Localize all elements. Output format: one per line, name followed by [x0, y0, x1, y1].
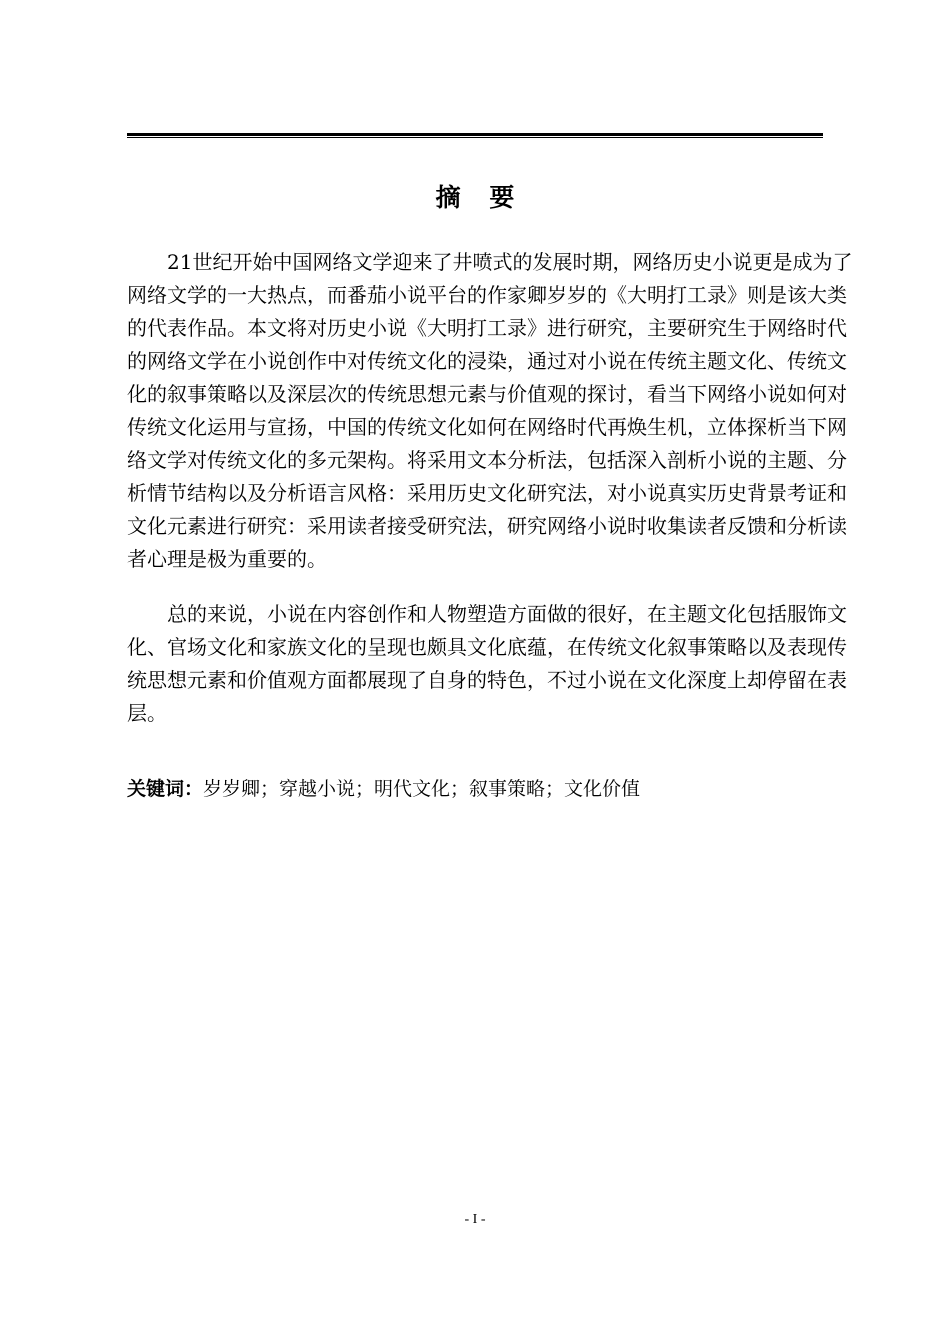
keywords-label: 关键词： [127, 778, 204, 800]
text-line: 网络文学的一大热点，而番茄小说平台的作家卿岁岁的《大明打工录》则是该大类 [127, 283, 847, 307]
text-line: 化、官场文化和家族文化的呈现也颇具文化底蕴，在传统文化叙事策略以及表现传 [127, 635, 847, 659]
header-rule-thick [127, 133, 823, 136]
text-line: 化的叙事策略以及深层次的传统思想元素与价值观的探讨，看当下网络小说如何对 [127, 382, 847, 406]
abstract-paragraph-1 [127, 246, 853, 576]
page-number: - I - [464, 1212, 486, 1227]
text-line: 文化元素进行研究：采用读者接受研究法，研究网络小说时收集读者反馈和分析读 [127, 514, 847, 538]
text-line: 的代表作品。本文将对历史小说《大明打工录》进行研究，主要研究生于网络时代 [127, 316, 847, 340]
text-line: 络文学对传统文化的多元架构。将采用文本分析法，包括深入剖析小说的主题、分 [127, 448, 847, 472]
text-line: 统思想元素和价值观方面都展现了自身的特色，不过小说在文化深度上却停留在表 [127, 668, 847, 692]
header-rule-thin [127, 137, 823, 138]
text-line: 析情节结构以及分析语言风格：采用历史文化研究法，对小说真实历史背景考证和 [127, 481, 847, 505]
page-title: 摘 要 [435, 183, 525, 212]
abstract-paragraph-2 [127, 598, 847, 730]
text-line: 总的来说，小说在内容创作和人物塑造方面做的很好，在主题文化包括服饰文 [167, 602, 847, 626]
text-line: 的网络文学在小说创作中对传统文化的浸染，通过对小说在传统主题文化、传统文 [127, 349, 847, 373]
text-line: 21世纪开始中国网络文学迎来了井喷式的发展时期，网络历史小说更是成为了 [167, 250, 853, 274]
text-line: 者心理是极为重要的。 [127, 547, 327, 571]
keywords-text: 岁岁卿；穿越小说；明代文化；叙事策略；文化价值 [203, 778, 641, 800]
text-line: 层。 [127, 701, 167, 725]
keywords [127, 773, 640, 806]
text-line: 传统文化运用与宣扬，中国的传统文化如何在网络时代再焕生机，立体探析当下网 [127, 415, 847, 439]
